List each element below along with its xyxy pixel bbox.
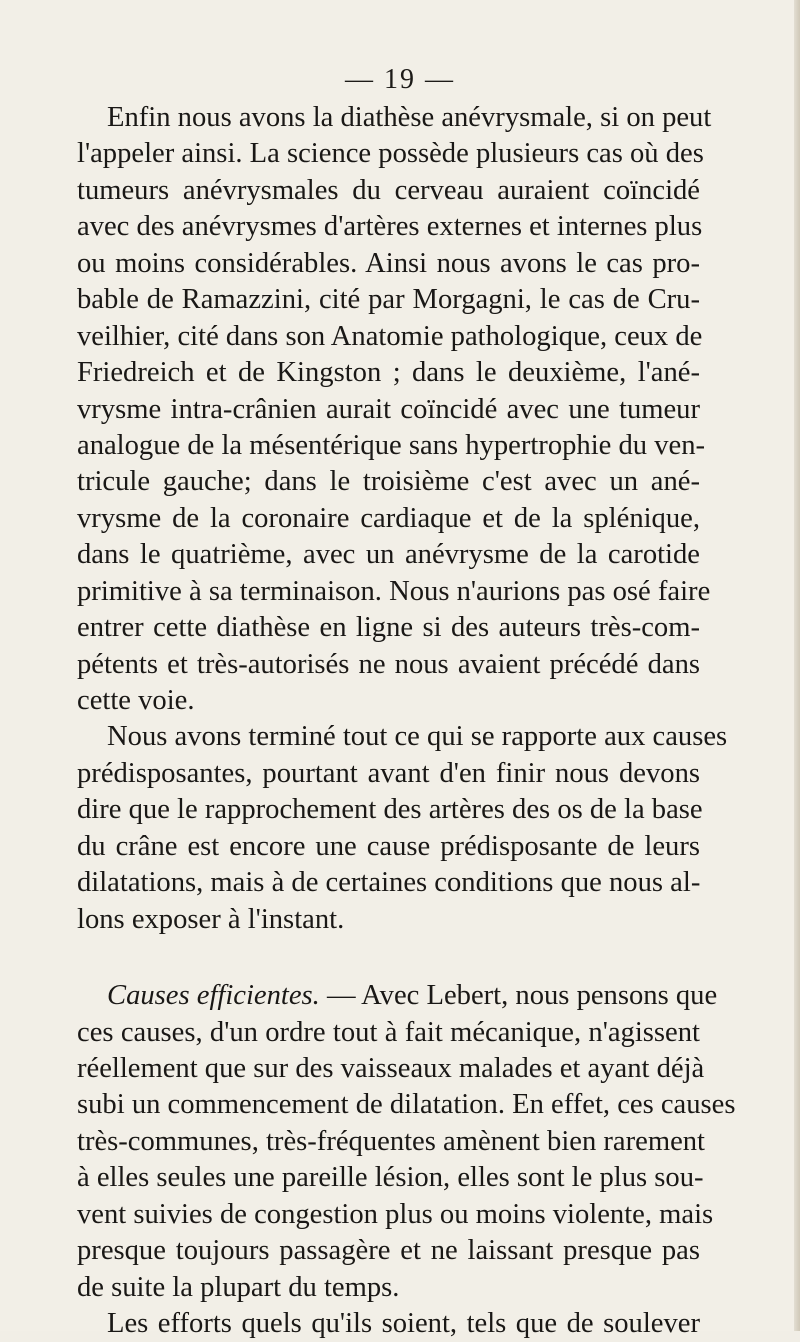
- paragraph-3: [77, 978, 736, 1306]
- text-line: vent suivies de congestion plus ou moins violente, mais: [77, 1198, 714, 1230]
- text-line: pétents et très-autorisés ne nous avaient précédé dans: [77, 648, 700, 680]
- text-line: de suite la plupart du temps.: [77, 1271, 400, 1303]
- paragraph-4: [77, 1306, 700, 1342]
- paragraph-1: [77, 100, 712, 719]
- text-line: entrer cette diathèse en ligne si des auteurs très-com-: [77, 612, 700, 644]
- text-line: bable de Ramazzini, cité par Morgagni, le cas de Cru-: [77, 284, 700, 316]
- text-line: réellement que sur des vaisseaux malades et ayant déjà: [77, 1052, 705, 1084]
- text-line: lons exposer à l'instant.: [77, 903, 345, 935]
- text-line: dans le quatrième, avec un anévrysme de la carotide: [77, 539, 700, 571]
- text-line: vrysme de la coronaire cardiaque et de la splénique,: [77, 502, 700, 534]
- text-line: à elles seules une pareille lésion, elles sont le plus sou-: [77, 1162, 704, 1194]
- text-line: subi un commencement de dilatation. En effet, ces causes: [77, 1089, 736, 1121]
- text-line: avec des anévrysmes d'artères externes et internes plus: [77, 211, 703, 243]
- paragraph-gap: [77, 938, 700, 978]
- section-heading: Causes efficientes.: [107, 980, 320, 1012]
- text-line: veilhier, cité dans son Anatomie pathologique, ceux de: [77, 320, 703, 352]
- text-line: très-communes, très-fréquentes amènent bien rarement: [77, 1125, 706, 1157]
- paragraph-2: [77, 719, 728, 938]
- page-number: — 19 —: [345, 64, 455, 95]
- text-line: Enfin nous avons la diathèse anévrysmale, si on peut: [107, 102, 712, 133]
- page-edge: [794, 0, 800, 1331]
- text-line: Friedreich et de Kingston ; dans le deuxième, l'ané-: [77, 357, 700, 389]
- text-line: prédisposantes, pourtant avant d'en finir nous devons: [77, 757, 700, 789]
- text-line: vrysme intra-crânien aurait coïncidé avec une tumeur: [77, 393, 700, 425]
- body-text: [77, 100, 736, 1342]
- text-line: dire que le rapprochement des artères des os de la base: [77, 794, 703, 826]
- text-line: tricule gauche; dans le troisième c'est avec un ané-: [77, 466, 700, 498]
- text-line: analogue de la mésentérique sans hypertrophie du ven-: [77, 429, 706, 461]
- text-line: cette voie.: [77, 685, 195, 716]
- text-line: dilatations, mais à de certaines conditions que nous al-: [77, 867, 701, 899]
- text-line: tumeurs anévrysmales du cerveau auraient coïncidé: [77, 174, 700, 206]
- text-line: l'appeler ainsi. La science possède plusieurs cas où des: [77, 138, 704, 170]
- text-line: primitive à sa terminaison. Nous n'aurions pas osé faire: [77, 575, 711, 607]
- text-line: ces causes, d'un ordre tout à fait mécanique, n'agissent: [77, 1016, 700, 1048]
- text-line: presque toujours passagère et ne laissant presque pas: [77, 1235, 700, 1267]
- text-line: du crâne est encore une cause prédisposante de leurs: [77, 830, 700, 862]
- text-line: Nous avons terminé tout ce qui se rapporte aux causes: [107, 721, 728, 753]
- text-line: [77, 978, 718, 1014]
- heading-continuation: — Avec Lebert, nous pensons que: [319, 980, 718, 1012]
- text-line: Les efforts quels qu'ils soient, tels que de soulever: [107, 1308, 700, 1339]
- text-line: ou moins considérables. Ainsi nous avons le cas pro-: [77, 247, 700, 279]
